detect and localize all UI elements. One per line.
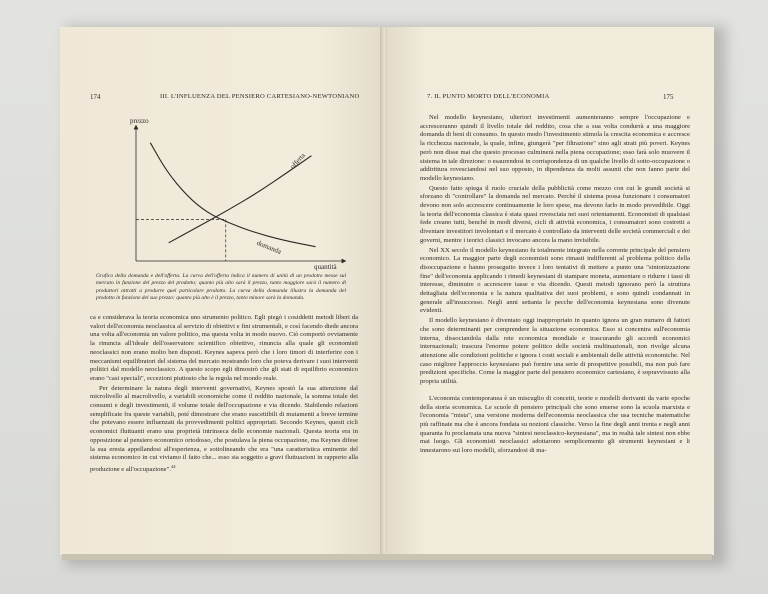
x-axis-label: quantità [314, 263, 337, 271]
caption-text: La curva dell'offerta indica il numero di unità di un prodotto messe sul mercato in funzione del prezzo del prodotto; quanto più alto sarà il prezzo, tanto maggiore sarà il numero di produttori attratti a produrre quel particolare prodotto. La curva della domanda illustra la domanda del prodotto in funzione del suo prezzo: quanto più alto è il prezzo, tanto minore sarà la domanda. [96, 273, 347, 302]
footnote-ref: 44 [170, 463, 176, 469]
page-edges [62, 554, 712, 560]
left-paragraph-1: ca e considerava la teoria economica uno strumento politico. Egli piegò i cosiddetti metodi liberi da valori dell'economia neoclassica al servizio di obiettivi e fini strumentali, e così facendo diede ancora una volta all'economia un valore politico, ma questa volta in modo nuovo. Ciò comportò ovviamente la rinuncia all'ideale dell'osservatore scientifico obiettivo, rinuncia alla quale gli economisti neoclassici non erano molto ben disposti. Keynes sapeva però che i loro timori di interferire con i meccanismi equilibratori del sistema del mercato mostrando loro che poteva derivare i suoi interventi politici dal modello neoclassico. A questo scopo egli dimostrò che gli stati di equilibrio economico erano "casi speciali", eccezioni piuttosto che la regola nel mondo reale. [90, 314, 358, 382]
y-axis-label: prezzo [130, 117, 149, 125]
right-page-number: 175 [663, 93, 674, 101]
right-paragraph-5: L'economia contemporanea è un miscuglio di concetti, teorie e modelli derivanti da varie epoche della storia economica. Le scuole di pensiero principali che sono emerse sono la scuola marxista e l'economia "mista", una versione moderna dell'economia neoclassica che usa tecniche matematiche più raffinate ma che è ancora fondata su nozioni classiche. Verso la fine degli anni trenta e negli anni quaranta fu proclamata una nuova "sintesi neoclassico-keynesiana", ma in realtà tale sintesi non ebbe mai luogo. Gli economisti neoclassici adottarono semplicemente gli strumenti keynesiani e li innestarono sui loro modelli, sforzandosi di ma- [420, 394, 690, 455]
series-label-domanda: domanda [255, 238, 283, 256]
left-page-number: 174 [90, 93, 101, 101]
right-paragraph-4: Il modello keynesiano è diventato oggi inappropriato in quanto ignora un gran numero di fattori che sono determinanti per comprendere la situazione economica. Esso si concentra sull'economia interna, dissociandola dalla rete economica mondiale e trascurando gli accordi economici internazionali; trascura l'enorme potere politico delle società multinazionali, non rivolge alcuna attenzione alle condizioni politiche e ignora i costi sociali e ambientali delle attività economiche. Nel caso migliore l'approccio keynesiano può fornire una serie di prospettive possibili, ma non può fare predizioni specifiche. Come la maggior parte del pensiero economico cartesiano, è sopravvissuto alla propria utilità. [420, 317, 690, 386]
right-paragraph-2: Questo fatto spiega il ruolo cruciale della pubblicità come mezzo con cui le grandi società si sforzano di "controllare" la domanda nel mercato. Perché il sistema possa funzionare i consumatori devono non solo accrescere continuamente le loro spese, ma devono farlo in modo prevedibile. Oggi la teoria dell'economia classica è stata quasi rovesciata nei suoi orientamenti. Economisti di qualsiasi fede creano tutti, benché in modi diversi, cicli di attività economica, i consumatori sono costretti a diventare investitori involontari e il mercato è controllato da interventi delle società commerciali e dei governi, mentre i teorici classici invocano ancora la mano invisibile. [420, 184, 690, 244]
caption-label: Grafico della domanda e dell'offerta. [96, 273, 181, 279]
series-line-domanda [150, 143, 315, 247]
figure-caption [96, 273, 346, 303]
left-paragraph-2-text: Per determinare la natura degli interventi governativi, Keynes spostò la sua attenzione dal microlivello al macrolivello, a variabili economiche come il reddito nazionale, la somma totale dei consumi e degli investimenti, il volume totale dell'occupazione e via dicendo. Stabilendo relazioni semplificate fra queste variabili, poté dimostrare che erano suscettibili di mutamenti a breve termine che potevano essere influenzati da provvedimenti politici appropriati. Secondo Keynes, questi cicli economici fluttuanti erano una proprietà intrinseca delle economie nazionali. Questa teoria era in opposizione al pensiero economico ortodosso, che postulava la piena occupazione, ma Keynes difese la sua eresia appellandosi all'esperienza, e sottolineando che era "una caratteristica eminente del sistema economico in cui viviamo il fatto che... esso sia soggetto a gravi fluttuazioni in rapporto alla produzione e all'occupazione". [90, 384, 358, 474]
series-line-offerta [169, 156, 312, 243]
series-label-offerta: offerta [288, 151, 307, 171]
left-paragraph-2 [90, 385, 358, 475]
supply-demand-chart [92, 113, 352, 271]
right-paragraph-3: Nel XX secolo il modello keynesiano fu totalmente integrato nella corrente principale del pensiero economico. La maggior parte degli economisti sono rimasti indifferenti al problema politico della disoccupazione e hanno proseguito invece i loro tentativi di mettere a punto una "sintonizzazione fine" dell'economia applicando i rimedi keynesiani di stampare moneta, aumentare o ridurre i tassi di interesse, diminuire o accrescere tasse e via dicendo. Questi metodi ignorano però la struttura dettagliata dell'economia e la natura qualitativa dei suoi problemi, e sono quindi condannati in generale all'insuccesso. Negli anni settanta le pecche dell'economia keynesiana sono divenute evidenti. [420, 246, 690, 315]
plot-area [136, 143, 316, 261]
left-page [60, 27, 382, 555]
right-paragraph-1: Nel modello keynesiano, ulteriori investimenti aumenteranno sempre l'occupazione e accresceranno quindi il livello totale del reddito, cosa che a sua volta condurrà a una maggiore domanda di beni di consumo. In questo modo l'investimento stimola la crescita economica e accresce la ricchezza nazionale, la quale, infine, giungerà "per filtrazione" sino agli strati più poveri. Keynes però non disse mai che questo processo culminerà nella piena occupazione; esso farà solo muovere il sistema in tale direzione: o esaurendosi in corrispondenza di un qualche livello di sotto-occupazione o addirittura rovesciandosi nel suo opposto, in dipendenza da molti assunti che non fanno parte del modello keynesiano. [420, 114, 690, 182]
left-running-head: III. L'INFLUENZA DEL PENSIERO CARTESIANO-NEWTONIANO [160, 93, 360, 100]
right-running-head: 7. IL PUNTO MORTO DELL'ECONOMIA [427, 93, 550, 100]
right-page [387, 27, 714, 555]
right-body-text [420, 114, 690, 456]
left-body-text [90, 314, 358, 475]
